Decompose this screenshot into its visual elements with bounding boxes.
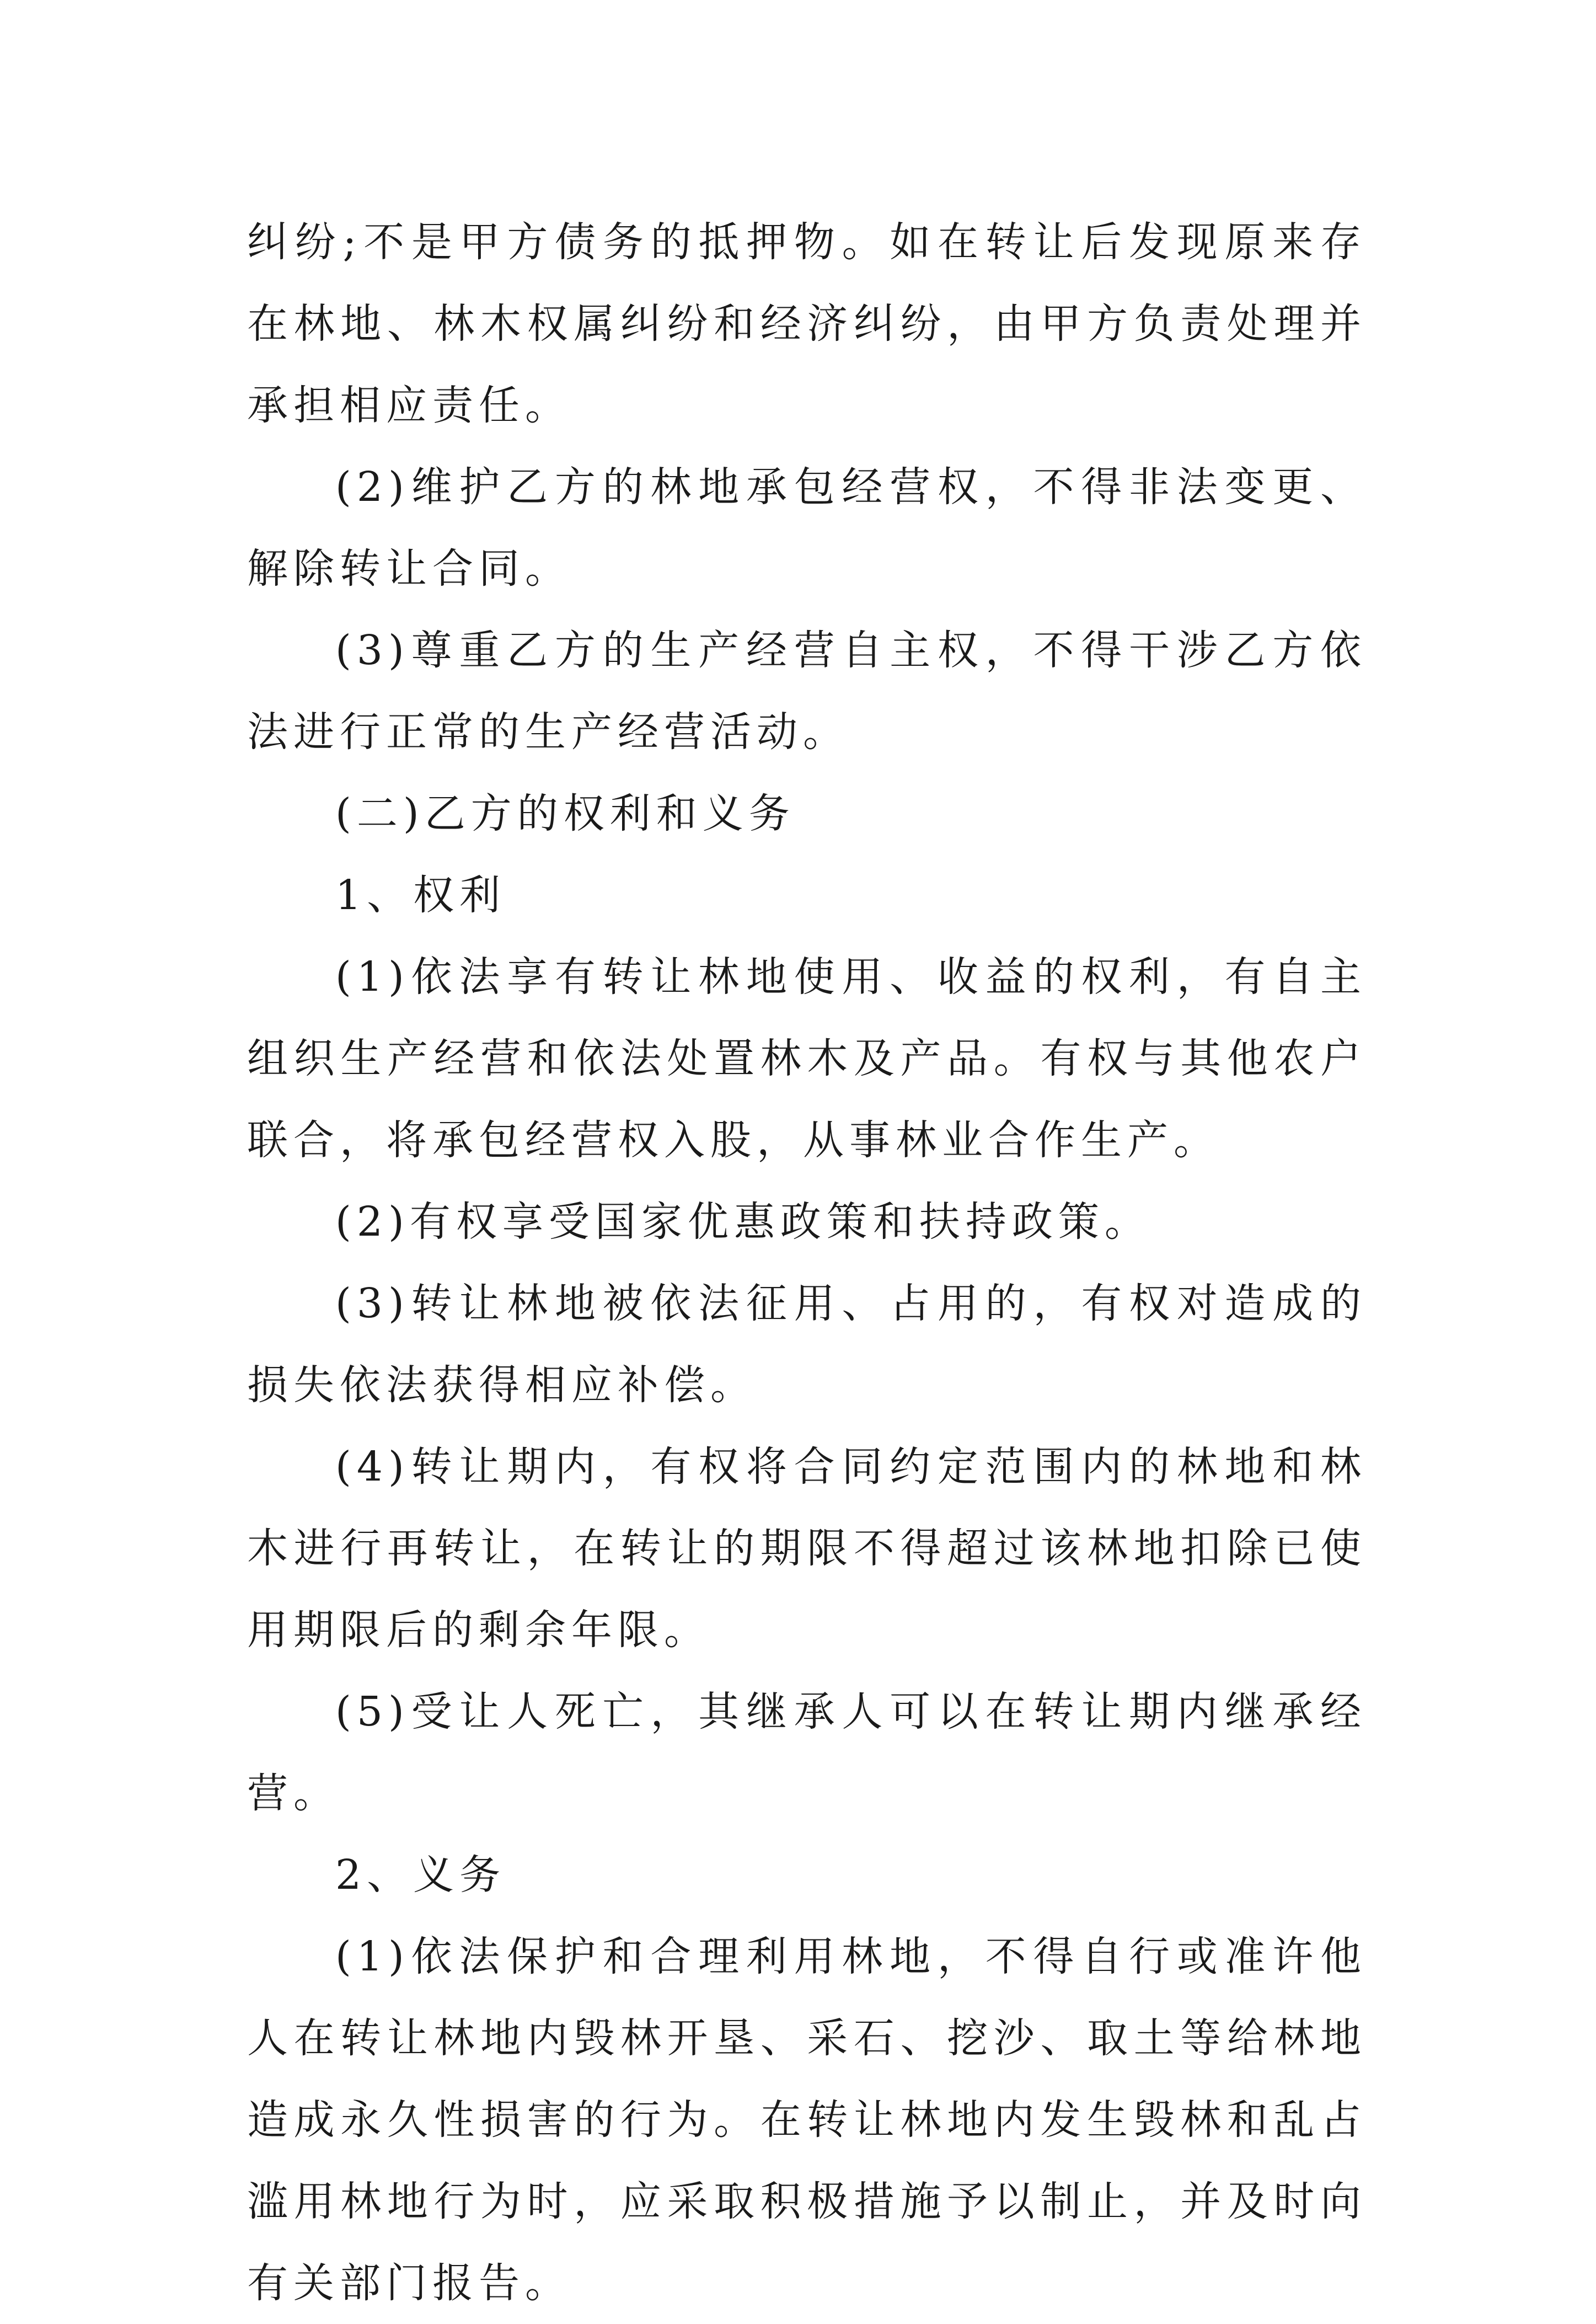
paragraph-party-a-item-3: (3)尊重乙方的生产经营自主权，不得干涉乙方依法进行正常的生产经营活动。 [247,627,1367,756]
paragraph-rights-item-5: (5)受让人死亡，其继承人可以在转让期内继承经营。 [247,1688,1367,1817]
paragraph-obligations-item-1: (1)依法保护和合理利用林地，不得自行或准许他人在转让林地内毁林开垦、采石、挖沙、取土等给林地造成永久性损害的行为。在转让林地内发生毁林和乱占滥用林地行为时，应采取积极措施予以制止，并及时向有关部门报告。 [247,1933,1367,2307]
paragraph-party-a-item-2: (2)维护乙方的林地承包经营权，不得非法变更、解除转让合同。 [247,463,1367,592]
paragraph-rights-item-2: (2)有权享受国家优惠政策和扶持政策。 [335,1198,1151,1246]
paragraph-rights-item-4: (4)转让期内，有权将合同约定范围内的林地和林木进行再转让，在转让的期限不得超过该林地扣除已使用期限后的剩余年限。 [247,1443,1367,1654]
document-body [247,201,1367,2324]
paragraph-rights-item-3: (3)转让林地被依法征用、占用的，有权对造成的损失依法获得相应补偿。 [247,1280,1367,1409]
paragraph-rights-item-1: (1)依法享有转让林地使用、收益的权利，有自主组织生产经营和依法处置林木及产品。有权与其他农户联合，将承包经营权入股，从事林业合作生产。 [247,953,1367,1164]
section-heading-party-b: (二)乙方的权利和义务 [335,790,795,837]
paragraph-continuation: 纠纷;不是甲方债务的抵押物。如在转让后发现原来存在林地、林木权属纠纷和经济纠纷，由甲方负责处理并承担相应责任。 [247,218,1367,429]
subheading-obligations: 2、义务 [335,1851,506,1899]
subheading-rights: 1、权利 [335,872,506,919]
